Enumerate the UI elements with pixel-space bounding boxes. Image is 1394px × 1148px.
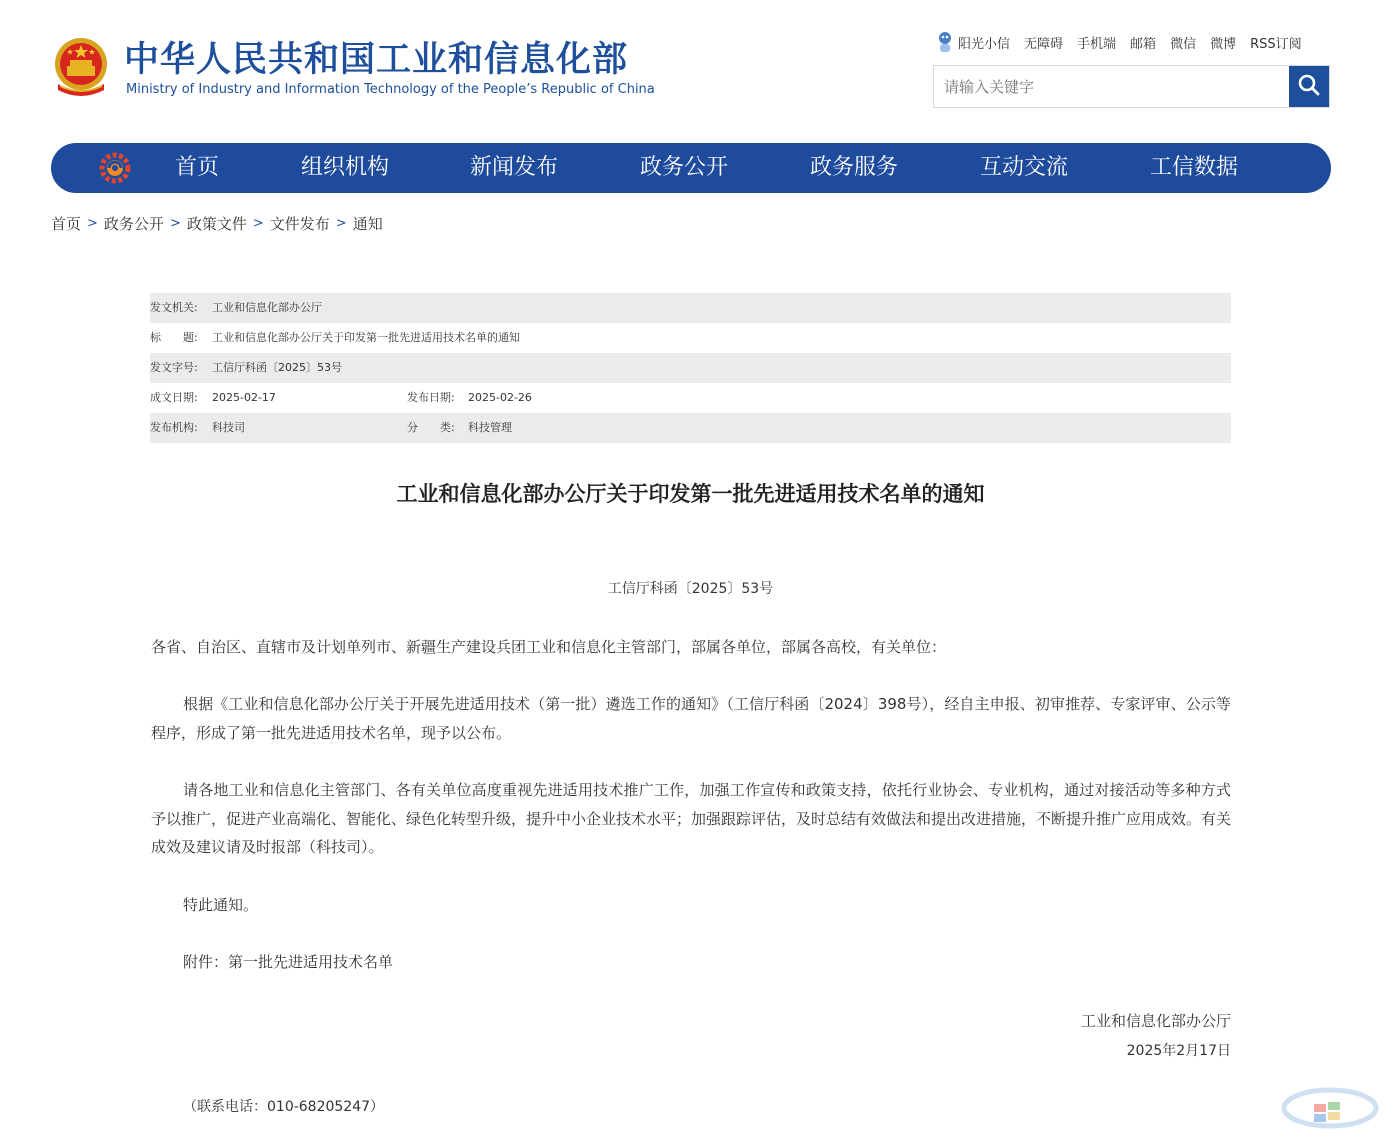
breadcrumb-separator: > [169, 216, 181, 231]
main-nav [51, 143, 1331, 193]
meta-row-issuer [150, 293, 1231, 323]
article-attachment-link[interactable]: 附件：第一批先进适用技术名单 [183, 953, 394, 971]
meta-value-title: 工业和信息化部办公厅关于印发第一批先进适用技术名单的通知 [212, 331, 520, 344]
breadcrumb-gov-affairs[interactable]: 政务公开 [103, 215, 164, 233]
article-recipients: 各省、自治区、直辖市及计划单列市、新疆生产建设兵团工业和信息化主管部门，部属各单位，部属各高校，有关单位： [151, 638, 947, 656]
site-title: 中华人民共和国工业和信息化部 [124, 40, 629, 80]
breadcrumb-policy-docs[interactable]: 政策文件 [186, 215, 247, 233]
meta-value-publish-date: 2025-02-26 [468, 391, 532, 404]
nav-data[interactable]: 工信数据 [1150, 155, 1239, 180]
meta-value-agency: 科技司 [212, 421, 245, 434]
robot-icon [936, 31, 954, 53]
nav-organization[interactable]: 组织机构 [301, 155, 390, 180]
breadcrumb-home[interactable]: 首页 [51, 215, 82, 233]
meta-row-dates [150, 383, 1231, 413]
search-icon [1297, 73, 1321, 101]
site-subtitle: Ministry of Industry and Information Technology of the People’s Republic of China [126, 82, 655, 97]
article-title: 工业和信息化部办公厅关于印发第一批先进适用技术名单的通知 [396, 482, 985, 506]
breadcrumb-separator: > [335, 216, 347, 231]
breadcrumb-notice[interactable]: 通知 [352, 215, 383, 233]
national-emblem-icon [50, 36, 112, 100]
top-link-accessibility[interactable]: 无障碍 [1024, 36, 1064, 52]
signature-org: 工业和信息化部办公厅 [1080, 1012, 1231, 1030]
breadcrumb-doc-release[interactable]: 文件发布 [269, 215, 330, 233]
meta-label: 发布机构: [150, 421, 198, 434]
meta-label: 成文日期: [150, 391, 198, 404]
meta-row-doc-no [150, 353, 1231, 383]
meta-label: 发文字号: [150, 361, 198, 374]
breadcrumb-separator: > [252, 216, 264, 231]
article-paragraph-1: 根据《工业和信息化部办公厅关于开展先进适用技术（第一批）遴选工作的通知》（工信厅科函〔2024〕398号），经自主申报、初审推荐、专家评审、公示等程序，形成了第一批先进适用技术名单，现予以公布。 [151, 695, 1231, 742]
top-links [936, 32, 1316, 52]
meta-value-category: 科技管理 [468, 421, 512, 434]
nav-interaction[interactable]: 互动交流 [980, 155, 1069, 180]
document-meta-table [150, 293, 1231, 443]
nav-home[interactable]: 首页 [175, 155, 220, 180]
breadcrumb-separator: > [87, 216, 98, 231]
top-link-sunshine[interactable]: 阳光小信 [958, 36, 1011, 52]
search-input[interactable] [934, 66, 1290, 107]
article-doc-number: 工信厅科函〔2025〕53号 [607, 581, 774, 597]
meta-value-doc-no: 工信厅科函〔2025〕53号 [212, 361, 342, 374]
meta-value-issuer: 工业和信息化部办公厅 [212, 301, 322, 314]
meta-label: 发文机关: [150, 301, 198, 314]
meta-value-written-date: 2025-02-17 [212, 391, 276, 404]
contact-phone: （联系电话：010-68205247） [183, 1099, 385, 1115]
top-link-mail[interactable]: 邮箱 [1130, 36, 1157, 52]
meta-label: 标 题: [150, 331, 198, 344]
meta-row-agency [150, 413, 1231, 443]
meta-label: 分 类: [407, 421, 455, 434]
meta-row-title [150, 323, 1231, 353]
nav-gov-affairs[interactable]: 政务公开 [640, 155, 729, 180]
search-box [933, 65, 1330, 108]
top-link-rss[interactable]: RSS订阅 [1250, 36, 1302, 52]
top-link-weibo[interactable]: 微博 [1210, 36, 1237, 52]
gear-logo-icon [99, 152, 131, 184]
article-closing: 特此通知。 [183, 896, 259, 914]
top-link-wechat[interactable]: 微信 [1170, 36, 1197, 52]
signature-date: 2025年2月17日 [1126, 1043, 1231, 1059]
top-link-mobile[interactable]: 手机端 [1077, 36, 1117, 52]
meta-label: 发布日期: [407, 391, 455, 404]
article-paragraph-2: 请各地工业和信息化主管部门、各有关单位高度重视先进适用技术推广工作，加强工作宣传和政策支持，依托行业协会、专业机构，通过对接活动等多种方式予以推广，促进产业高端化、智能化、绿色化转型升级，提升中小企业技术水平；加强跟踪评估，及时总结有效做法和提出改进措施，不断提升推广应用成效。有关成效及建议请及时报部（科技司）。 [151, 781, 1232, 856]
nav-gov-services[interactable]: 政务服务 [810, 155, 899, 180]
watermark-logo [1280, 1084, 1380, 1140]
nav-news[interactable]: 新闻发布 [470, 155, 559, 180]
breadcrumb [51, 213, 383, 234]
search-button[interactable] [1289, 66, 1329, 107]
